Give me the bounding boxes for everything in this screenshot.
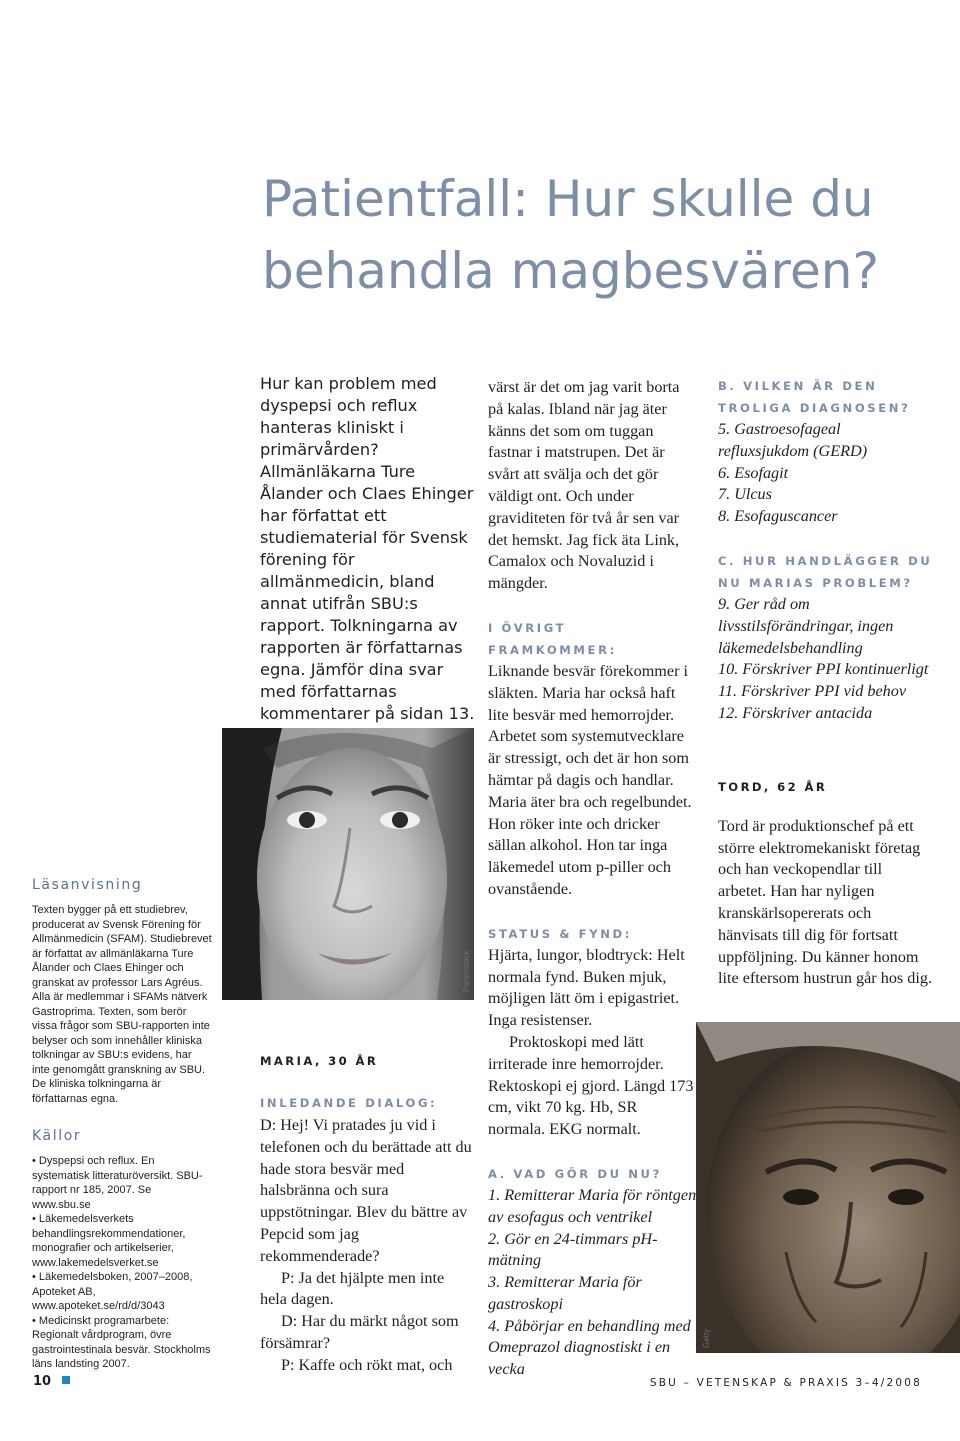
title-line-2: behandla magbesvären? xyxy=(262,242,879,300)
photo-credit-punchstock: Punchstock xyxy=(462,950,471,992)
question-c-options xyxy=(718,594,933,725)
question-a-heading: A. VAD GÖR DU NU? xyxy=(488,1166,662,1181)
tord-paragraph: Tord är produktionschef på ett större elektromekaniskt företag och han veckopendlar till arbetet. Han har nyligen kranskärlsopererats och hänvisats till dig för fortsatt uppföljning. Du känner honom lite eftersom hustrun går hos dig. xyxy=(718,816,932,988)
publication-footer: SBU – VETENSKAP & PRAXIS 3–4/2008 xyxy=(649,1377,922,1389)
kallor-item: • Läkemedelsverkets behandlingsrekommendationer, monografier och artikelserier, www.lakemedelsverket.se xyxy=(32,1213,186,1269)
page-number xyxy=(33,1374,70,1389)
option-item: 3. Remitterar Maria för gastroskopi xyxy=(488,1273,642,1313)
question-b-options xyxy=(718,419,933,528)
option-item: 10. Förskriver PPI kontinuerligt xyxy=(718,660,929,679)
dialog-paragraph: P: Kaffe och rökt mat, och xyxy=(281,1355,453,1374)
patient-heading-maria: MARIA, 30 ÅR xyxy=(260,1054,379,1068)
question-a-options xyxy=(488,1185,698,1381)
man-portrait-photo xyxy=(696,1022,960,1353)
page-title xyxy=(262,163,952,307)
intro-text: Hur kan problem med dyspepsi och reflux hanteras kliniskt i primärvården? Allmänläkarna Ture Ålander och Claes Ehinger har författat ett studiematerial för Svensk förening för allmänmedicin, bland annat utifrån SBU:s rapport. Tolkningarna av rapporten är författarnas egna. Jämför dina svar med författarnas kommentarer på sidan 13. xyxy=(260,374,475,723)
dialog-paragraph: värst är det om jag varit borta på kalas. Ibland när jag äter känns det som om tuggan fastnar i matstrupen. Det är svårt att svälja och det gör väldigt ont. Och under graviditeten för två år sen var det hemskt. Jag fick äta Link, Camalox och Novaluzid i mängder. xyxy=(488,378,680,593)
sidebar xyxy=(32,877,212,1372)
option-item: 5. Gastroesofageal refluxsjukdom (GERD) xyxy=(718,420,868,460)
lasanvisning-text: Texten bygger på ett studiebrev, producerat av Svensk Förening för Allmänmedicin (SFAM). Studiebrevet är författat av allmänläkarna Ture Ålander och Claes Ehinger och granskat av professor Lars Agréus. Alla är medlemmar i SFAMs nätverk Gastroprima. Texten, som berör vissa frågor som SBU-rapporten inte belyser och som innehåller kliniska tolkningar av SBU:s evidens, har inte genomgått granskning av SBU. De kliniska tolkningarna är författarnas egna. xyxy=(32,904,212,1105)
kallor-item: • Dyspepsi och reflux. En systematisk litteraturöversikt. SBU-rapport nr 185, 2007. Se www.sbu.se xyxy=(32,1155,203,1211)
woman-portrait-svg xyxy=(222,728,474,1000)
option-item: 12. Förskriver antacida xyxy=(718,703,873,722)
patient-heading-tord: TORD, 62 ÅR xyxy=(718,779,828,794)
dialog-continued xyxy=(488,377,698,595)
dialog-paragraph: D: Har du märkt något som försämrar? xyxy=(260,1312,459,1352)
column-3 xyxy=(718,375,933,990)
column-2 xyxy=(488,377,698,1381)
kallor-list xyxy=(32,1154,212,1372)
question-c-heading xyxy=(718,550,933,594)
question-b-heading-line: TROLIGA DIAGNOSEN? xyxy=(718,401,911,415)
status-heading: STATUS & FYND: xyxy=(488,926,632,941)
question-b-heading xyxy=(718,375,933,419)
man-portrait-svg xyxy=(696,1022,960,1353)
dialog-heading: INLEDANDE DIALOG: xyxy=(260,1096,438,1110)
lasanvisning-heading: Läsanvisning xyxy=(32,877,143,893)
dialog-paragraph: D: Hej! Vi pratades ju vid i telefonen och du berättade att du hade stora besvär med halsbränna och sura uppstötningar. Blev du bättre av Pepcid som jag rekommenderade? xyxy=(260,1116,472,1265)
ovrigt-paragraph: Liknande besvär förekommer i släkten. Maria har också haft lite besvär med hemorrojder. Arbetet som systemutvecklare är stressigt, och det är hon som hämtar på dagis och handlar. Maria äter bra och regelbundet. Hon röker inte och dricker sällan alkohol. Hon tar inga läkemedel utom p-piller och ovanstående. xyxy=(488,661,692,898)
question-b-heading-line: B. VILKEN ÄR DEN xyxy=(718,379,878,393)
woman-portrait-photo xyxy=(222,728,474,1000)
question-c-heading-line: C. HUR HANDLÄGGER DU xyxy=(718,553,933,568)
option-item: 9. Ger råd om livsstilsförändringar, ingen läkemedelsbehandling xyxy=(718,594,894,657)
dialog-paragraph: P: Ja det hjälpte men inte hela dagen. xyxy=(260,1268,445,1309)
photo-credit-getty: Getty xyxy=(702,1328,711,1348)
kallor-item: • Läkemedelsboken, 2007–2008, Apoteket AB, www.apoteket.se/rd/d/3043 xyxy=(32,1271,193,1312)
status-paragraph: Proktoskopi med lätt irriterade inre hemorrojder. Rektoskopi ej gjord. Längd 173 cm, vikt 70 kg. Hb, SR normala. EKG normalt. xyxy=(488,1032,694,1139)
tord-text xyxy=(718,816,933,990)
title-line-1: Patientfall: Hur skulle du xyxy=(262,170,874,228)
option-item: 1. Remitterar Maria för röntgen av esofagus och ventrikel xyxy=(488,1185,697,1226)
option-item: 7. Ulcus xyxy=(718,485,772,504)
dialog-text xyxy=(260,1115,475,1377)
option-item: 11. Förskriver PPI vid behov xyxy=(718,682,907,701)
status-paragraph: Hjärta, lungor, blodtryck: Helt normala fynd. Buken mjuk, möjligen lätt öm i epigastriet. Inga resistenser. xyxy=(488,945,685,1030)
ovrigt-heading: I ÖVRIGT FRAMKOMMER: xyxy=(488,620,617,657)
option-item: 8. Esofaguscancer xyxy=(718,507,838,526)
page-marker-square xyxy=(62,1376,70,1384)
page-number-text: 10 xyxy=(33,1374,52,1389)
question-c-heading-line: NU MARIAS PROBLEM? xyxy=(718,575,913,590)
column-1 xyxy=(260,1054,475,1377)
ovrigt-text xyxy=(488,661,698,901)
option-item: 6. Esofagit xyxy=(718,463,789,482)
kallor-heading: Källor xyxy=(32,1128,82,1144)
status-text xyxy=(488,945,698,1141)
kallor-item: • Medicinskt programarbete: Regionalt vårdprogram, övre gastrointestinala besvär. Stockholms läns landsting 2007. xyxy=(32,1314,211,1370)
option-item: 4. Påbörjar en behandling med Omeprazol diagnostiskt i en vecka xyxy=(488,1316,691,1379)
option-item: 2. Gör en 24-timmars pH-mätning xyxy=(488,1229,658,1270)
